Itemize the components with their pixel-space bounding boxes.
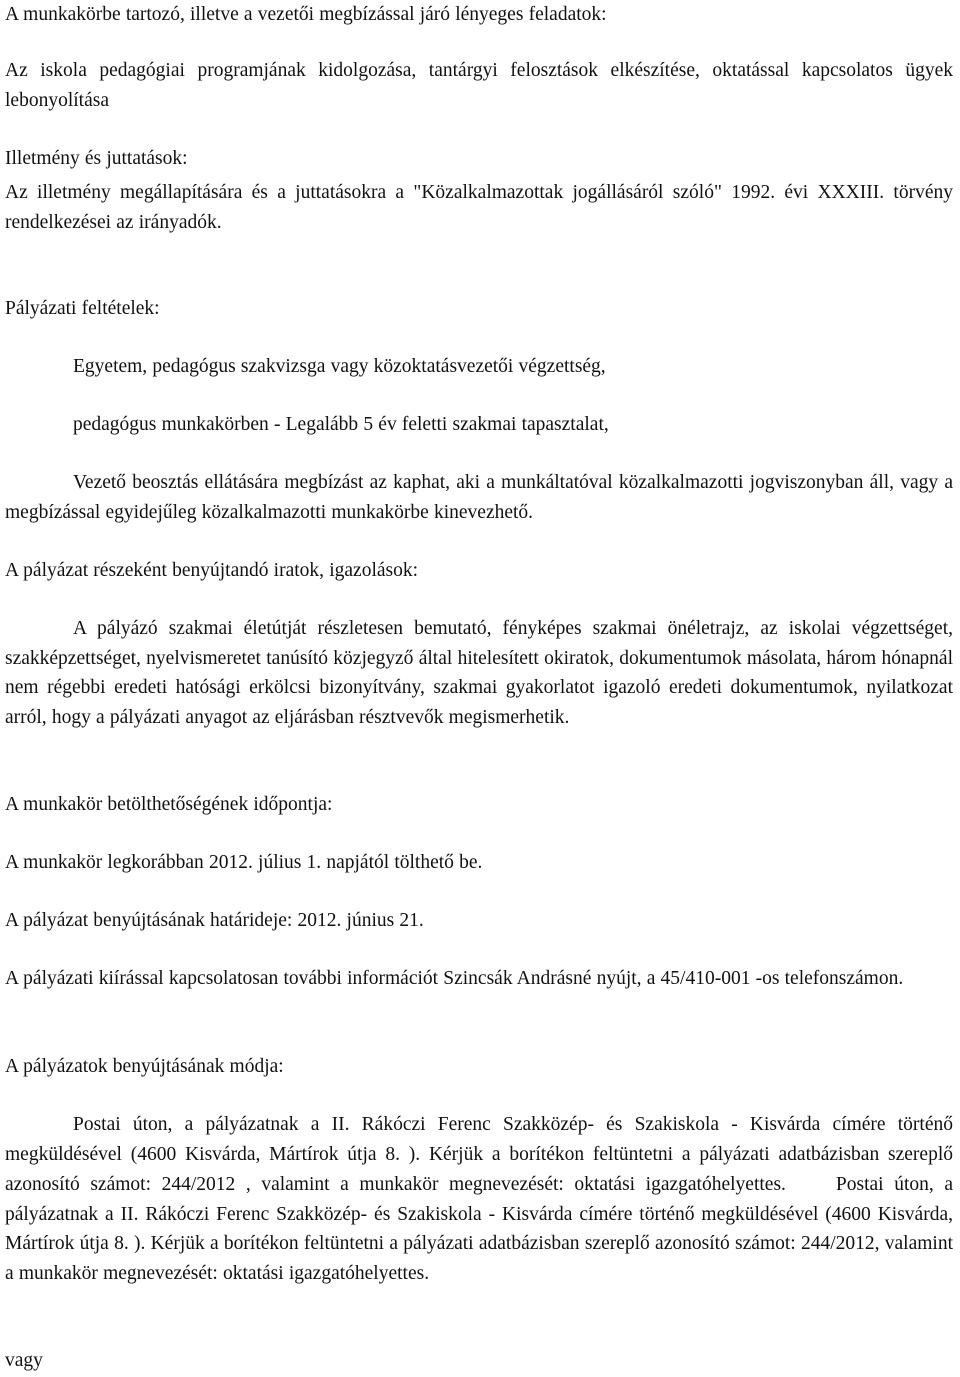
documents-item-text: A pályázó szakmai életútját részletesen bemutató, fényképes szakmai önéletrajz, az iskolai végzettséget, szakképzettséget, nyelvismeretet tanúsító közjegyző által hitelesített okiratok, dokumentumok másolata, három hónapnál nem régebbi eredeti hatósági erkölcsi bizonyítvány, szakmai gyakorlatot igazoló eredeti dokumentumok, nyilatkozat arról, hogy a pályázati anyagot az eljárásban résztvevők megismerhetik. <box>5 618 953 728</box>
submission-item-text-1: Postai úton, a pályázatnak a II. Rákóczi Ferenc Szakközép- és Szakiskola - Kisvárda címére történő megküldésével (4600 Kisvárda, Mártírok útja 8. ). Kérjük a borítékon feltüntetni a pályázati adatbázisban szereplő azonosító számot: 244/2012 , valamint a munkakör megnevezését: oktatási igazgatóhelyettes. <box>5 1114 953 1195</box>
salary-heading: Illetmény és juttatások: <box>5 148 188 169</box>
condition-item-experience: pedagógus munkakörben - Legalább 5 év feletti szakmai tapasztalat, <box>73 414 609 435</box>
submission-item <box>5 1110 953 1288</box>
start-date-text: A munkakör legkorábban 2012. július 1. napjától tölthető be. <box>5 852 483 873</box>
condition-item-appointment <box>5 468 953 527</box>
condition-item-appointment-text: Vezető beosztás ellátására megbízást az kaphat, aki a munkáltatóval közalkalmazotti jogviszonyban áll, vagy a megbízással egyidejűleg közalkalmazotti munkakörbe kinevezhető. <box>5 472 953 523</box>
conditions-heading: Pályázati feltételek: <box>5 298 160 319</box>
start-date-heading: A munkakör betölthetőségének időpontja: <box>5 794 333 815</box>
duties-heading: A munkakörbe tartozó, illetve a vezetői megbízással járó lényeges feladatok: <box>5 4 607 25</box>
or-text: vagy <box>5 1350 43 1371</box>
duties-text: Az iskola pedagógiai programjának kidolgozása, tantárgyi felosztások elkészítése, oktatással kapcsolatos ügyek lebonyolítása <box>5 60 953 111</box>
submission-item-text-2: Postai úton, a pályázatnak a II. Rákóczi Ferenc Szakközép- és Szakiskola - Kisvárda címére történő megküldésével (4600 Kisvárda, Mártírok útja 8. ). Kérjük a borítékon feltüntetni a pályázati adatbázisban szereplő azonosító számot: 244/2012, valamint a munkakör megnevezését: oktatási igazgatóhelyettes. <box>5 1174 953 1284</box>
documents-heading: A pályázat részeként benyújtandó iratok, igazolások: <box>5 560 419 581</box>
bullet-icon <box>786 1171 802 1196</box>
info-text: A pályázati kiírással kapcsolatosan további információt Szincsák Andrásné nyújt, a 45/410-001 -os telefonszámon. <box>5 968 904 989</box>
condition-item-degree: Egyetem, pedagógus szakvizsga vagy közoktatásvezetői végzettség, <box>73 356 606 377</box>
submission-heading: A pályázatok benyújtásának módja: <box>5 1056 284 1077</box>
documents-item <box>5 614 953 732</box>
salary-text: Az illetmény megállapítására és a juttatásokra a "Közalkalmazottak jogállásáról szóló" 1992. évi XXXIII. törvény rendelkezései az irányadók. <box>5 182 953 233</box>
deadline-text: A pályázat benyújtásának határideje: 2012. június 21. <box>5 910 424 931</box>
